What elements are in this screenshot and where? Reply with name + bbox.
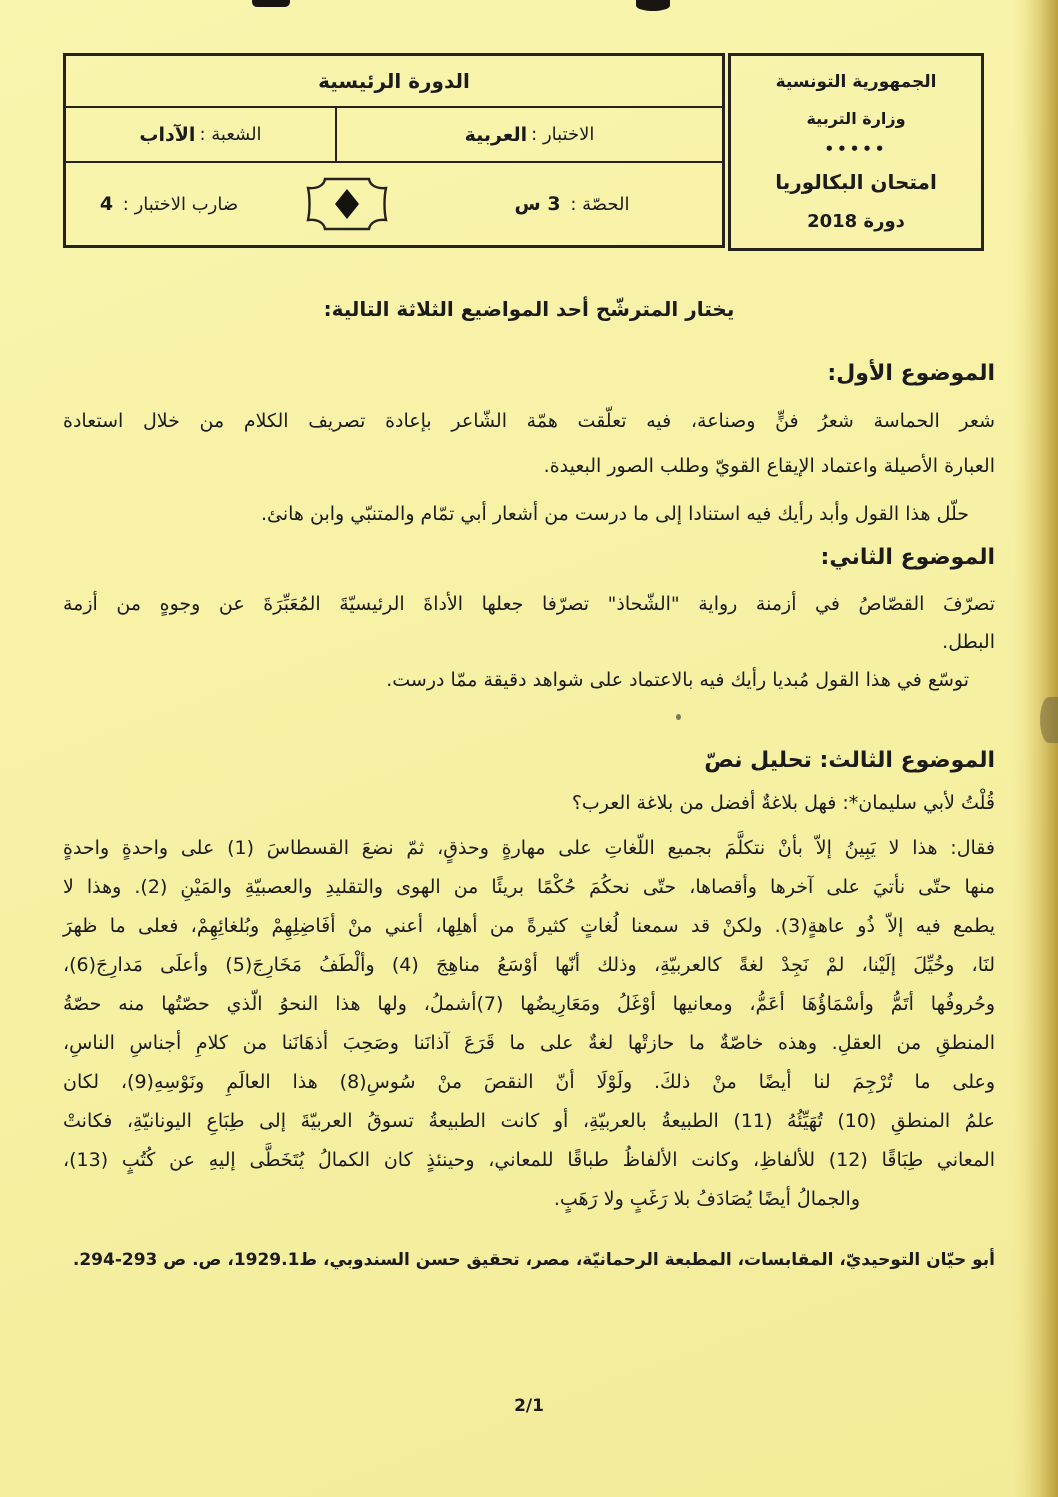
diamond-badge-icon — [302, 175, 392, 233]
topic3-title: الموضوع الثالث: تحليل نصّ — [704, 748, 995, 773]
exam-name: امتحان البكالوريا — [775, 170, 937, 195]
exam-subject-cell — [335, 108, 722, 161]
passage-line: لنَا، وخُيِّلَ إلَيْنا، لمْ نَجِدْ لغةً كالعربيّةِ، وذلك أنّها أوْسَعُ مناهِجَ (4) وألْطَفُ مَخَارِجَ(5) وأعلَى مَدارِجَ(6)، — [63, 954, 995, 976]
duration-coefficient-row — [66, 163, 722, 245]
passage-line: علمُ المنطقِ (10) تُهَيِّئُهُ (11) الطبيعةُ بالعربيّةِ، أو كانت الطبيعةُ تسوقُ العربيّةَ إلى طِبَاعِ اليونانيّةِ، فكانتْ — [63, 1110, 995, 1132]
topic1-line: شعر الحماسة شعرُ فنٍّ وصناعة، فيه تعلّقت همّة الشّاعر بإعادة تصريف الكلام من خلال استعادة — [63, 410, 995, 432]
government-header-box — [728, 53, 984, 251]
passage-line: وعلى ما تُرْجِمَ لنا أيضًا منْ ذلكَ. ولَوْلَا أنّ النقصَ منْ سُوسِ(8) هذا العالَمِ ونَوْسِهِ(9)، لكان — [63, 1071, 996, 1093]
scan-smudge — [636, 0, 670, 11]
scan-smudge — [252, 0, 290, 7]
section-label: الشعبة : — [199, 124, 262, 145]
exam-content — [63, 285, 995, 1275]
passage-line: فقال: هذا لا يَبِينُ إلاّ بأنْ نتكلَّمَ بجميع اللّغاتِ على مهارةٍ وحذقٍ، ثمّ نضعَ القسطاسَ (1) على واحدةٍ واحدةٍ — [63, 837, 996, 859]
diamond-icon — [335, 189, 359, 219]
source-reference: أبو حيّان التوحيديّ، المقابسات، المطبعة الرحمانيّة، مصر، تحقيق حسن السندوبي، ط1929.1، ص. ص 293-294. — [72, 1250, 995, 1270]
passage-line: وحُروفُها أتَمُّ وأسْمَاؤُهَا أعَمُّ، ومعانيها أوْغَلُ ومَعَارِيضُها (7)أشملُ، ولها هذا النحوُ الّذي حصّتُها منه حصّةُ — [63, 993, 995, 1015]
duration-cell — [422, 193, 722, 215]
scan-edge-shadow — [1012, 0, 1058, 1497]
analysis-text-passage — [63, 829, 995, 1219]
republic-title: الجمهورية التونسية — [775, 72, 937, 93]
topic1-title: الموضوع الأول: — [827, 361, 995, 386]
coefficient-label: ضارب الاختبار : — [122, 194, 239, 215]
section-value: الآداب — [139, 123, 196, 146]
duration-label: الحصّة : — [570, 194, 630, 215]
candidate-instruction: يختار المترشّح أحد المواضيع الثلاثة التالية: — [323, 297, 735, 321]
page-number: 2/1 — [514, 1396, 544, 1416]
topic2-task: توسّع في هذا القول مُبديا رأيك فيه بالاعتماد على شواهد دقيقة ممّا درست. — [386, 669, 969, 691]
passage-line: المنطقِ من العقلِ. وهذه خاصّةٌ ما حازتْها لغةٌ على ما قَرَعَ آذانَنا وصَحِبَ أذهَانَنا من كلامِ أجناسِ الناسِ، — [63, 1032, 995, 1054]
coefficient-cell — [66, 193, 272, 215]
subject-row — [66, 108, 722, 163]
duration-value: 3 س — [514, 193, 561, 215]
topic2-line: تصرّفَ القصّاصُ في أزمنة رواية "الشّحاذ" تصرّفا جعلها الأداةَ الرئيسيّةَ المُعَبِّرَةَ عن وجوهٍ من أزمة — [63, 593, 995, 615]
session-row — [66, 56, 722, 108]
passage-line: والجمالُ أيضًا يُصَادَفُ بلا رَغَبٍ ولا رَهَبٍ. — [553, 1188, 860, 1210]
exam-label: الاختبار : — [531, 124, 595, 145]
passage-line: منها حتّى نأتيَ على آخرها وأقصاها، حتّى نحكُمَ حُكْمًا بريئًا من الهوى والتقليدِ والعصبيّةِ والمَيْنِ (2). وهذا لا — [63, 876, 995, 898]
exam-value: العربية — [464, 123, 528, 146]
exam-info-table — [63, 53, 725, 248]
topic1-line: العبارة الأصيلة واعتماد الإيقاع القويّ وطلب الصور البعيدة. — [543, 455, 995, 477]
passage-line: يطمع فيه إلاّ ذُو عاهةٍ(3). ولكنْ قد سمعنا لُغاتٍ كثيرةً من أهلِها، أعني منْ أفَاضِلِهِمْ وبُلغائِهِمْ، فعلى ما ظهرَ — [63, 915, 995, 937]
passage-line: المعاني طِبَاقًا (12) للألفاظِ، وكانت الألفاظُ طباقًا للمعاني، وحينئذٍ كان الكمالُ يُتَخَطَّى إليهِ عن كُتُبٍ (13)، — [63, 1149, 995, 1171]
scan-edge-blob — [1040, 697, 1058, 743]
badge-wrap — [272, 175, 422, 233]
topic3-intro: قُلْتُ لأبي سليمان*: فهل بلاغةٌ أفضل من بلاغة العرب؟ — [571, 792, 995, 814]
topic2-line: البطل. — [942, 631, 995, 653]
separator-dots: ••••• — [824, 139, 888, 158]
session-title: الدورة الرئيسية — [318, 69, 470, 93]
topic1-task: حلّل هذا القول وأبد رأيك فيه استنادا إلى ما درست من أشعار أبي تمّام والمتنبّي وابن هانئ. — [260, 503, 969, 525]
coefficient-value: 4 — [99, 193, 114, 215]
exam-session-year: دورة 2018 — [807, 210, 905, 232]
ministry-title: وزارة التربية — [806, 108, 906, 128]
section-cell — [66, 108, 335, 161]
topic2-title: الموضوع الثاني: — [820, 545, 995, 570]
